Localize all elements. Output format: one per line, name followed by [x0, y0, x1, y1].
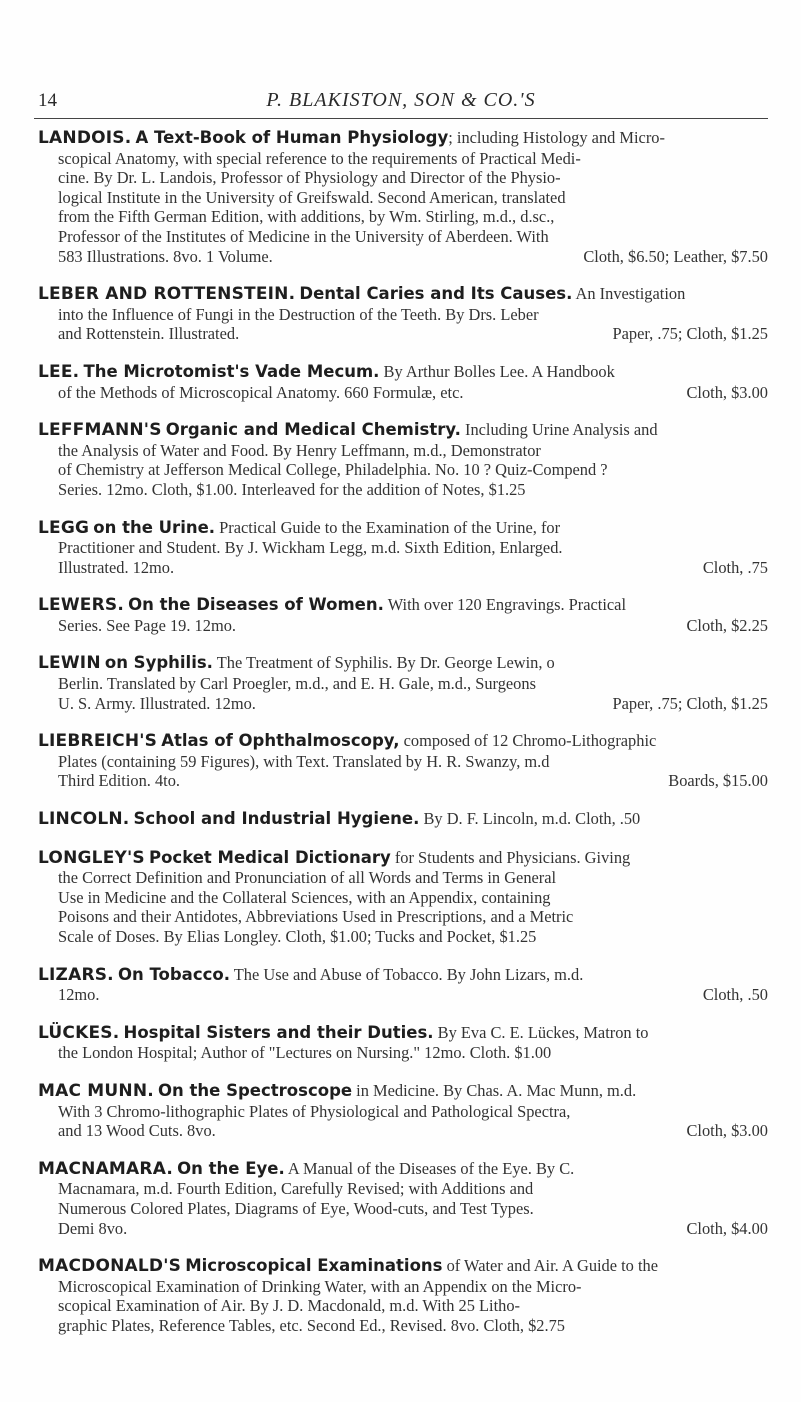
entry-first-line [38, 595, 768, 616]
entry-text: By D. F. Lincoln, m.d. Cloth, .50 [419, 809, 641, 829]
entry-text: With over 120 Engravings. Practical [383, 595, 627, 615]
entry-price-line [38, 247, 768, 267]
entry-text: A Manual of the Diseases of the Eye. By C. [284, 1158, 575, 1178]
entry-first-line [38, 848, 768, 869]
entry-first-line [38, 731, 768, 752]
catalog-entry [38, 362, 768, 402]
entry-format: of the Methods of Microscopical Anatomy. 660 Formulæ, etc. [58, 382, 464, 402]
entry-text-line: scopical Examination of Air. By J. D. Macdonald, m.d. With 25 Litho- [58, 1296, 521, 1316]
entry-author: LEGG [38, 517, 90, 538]
entry-text-line: the London Hospital; Author of "Lectures on Nursing." 12mo. Cloth. $1.00 [58, 1043, 552, 1063]
entry-first-line [38, 1081, 768, 1102]
entry-price-line [38, 694, 768, 714]
entry-author: LINCOLN. [38, 809, 130, 830]
entry-title: On the Eye. [177, 1158, 285, 1178]
entry-title: on the Urine. [93, 517, 216, 537]
entry-text-line: of Chemistry at Jefferson Medical College, Philadelphia. No. 10 ? Quiz-Compend ? [58, 460, 608, 480]
entry-author: LIEBREICH'S [38, 731, 158, 752]
entry-first-line [38, 128, 768, 149]
entry-text-line: logical Institute in the University of Greifswald. Second American, translated [58, 187, 566, 207]
entry-text-line: Series. 12mo. Cloth, $1.00. Interleaved for the addition of Notes, $1.25 [58, 479, 526, 499]
entry-text-line: graphic Plates, Reference Tables, etc. Second Ed., Revised. 8vo. Cloth, $2.75 [58, 1315, 565, 1335]
catalog-entry [38, 284, 768, 344]
entry-first-line [38, 518, 768, 539]
entry-text: The Treatment of Syphilis. By Dr. George Lewin, o [212, 653, 555, 673]
entry-first-line [38, 284, 768, 305]
entry-title: Pocket Medical Dictionary [148, 847, 391, 867]
catalog-entry [38, 128, 768, 266]
entry-title: Dental Caries and Its Causes. [299, 284, 573, 304]
catalog-entry [38, 809, 768, 830]
entry-title: On Tobacco. [117, 964, 230, 984]
entry-author: LANDOIS. [38, 128, 132, 148]
entry-text-line: Plates (containing 59 Figures), with Text. Translated by H. R. Swanzy, m.d [58, 751, 550, 771]
entry-author: LEFFMANN'S [38, 420, 162, 441]
entry-title: Microscopical Examinations [185, 1256, 443, 1276]
entry-author: MACNAMARA. [38, 1158, 174, 1179]
entry-text-line: into the Influence of Fungi in the Destruction of the Teeth. By Drs. Leber [58, 304, 539, 324]
entry-author: MACDONALD'S [38, 1256, 182, 1277]
catalog-entries [38, 128, 768, 1354]
entry-author: LEWERS. [38, 595, 125, 616]
catalog-entry [38, 965, 768, 1005]
entry-text: composed of 12 Chromo-Lithographic [399, 731, 657, 751]
entry-text: Practical Guide to the Examination of the Urine, for [215, 517, 561, 537]
entry-text: ; including Histology and Micro- [448, 128, 665, 147]
entry-text-line: Scale of Doses. By Elias Longley. Cloth, $1.00; Tucks and Pocket, $1.25 [58, 927, 537, 946]
catalog-entry [38, 1081, 768, 1141]
entry-first-line [38, 809, 768, 830]
entry-price: Cloth, $3.00 [686, 1121, 768, 1141]
page-number: 14 [38, 90, 57, 111]
entry-title: on Syphilis. [104, 653, 213, 673]
entry-text-line: Practitioner and Student. By J. Wickham Legg, m.d. Sixth Edition, Enlarged. [58, 538, 563, 558]
entry-format: Series. See Page 19. 12mo. [58, 615, 236, 635]
catalog-entry [38, 1159, 768, 1238]
entry-first-line [38, 1159, 768, 1180]
entry-price-line [38, 1219, 768, 1239]
entry-text-line: Macnamara, m.d. Fourth Edition, Carefully Revised; with Additions and [58, 1179, 534, 1199]
entry-price: Paper, .75; Cloth, $1.25 [612, 693, 768, 713]
entry-price: Cloth, $3.00 [686, 382, 768, 402]
catalog-entry [38, 518, 768, 578]
page-header [34, 84, 768, 120]
entry-format: Demi 8vo. [58, 1218, 128, 1238]
entry-author: LÜCKES. [38, 1022, 120, 1043]
entry-text: Including Urine Analysis and [460, 420, 658, 440]
entry-title: School and Industrial Hygiene. [133, 809, 420, 829]
entry-first-line [38, 362, 768, 383]
entry-text: for Students and Physicians. Giving [390, 847, 631, 867]
entry-first-line [38, 965, 768, 986]
entry-text-line: Microscopical Examination of Drinking Water, with an Appendix on the Micro- [58, 1276, 582, 1296]
entry-text-line: cine. By Dr. L. Landois, Professor of Physiology and Director of the Physio- [58, 168, 561, 188]
entry-text-line: the Correct Definition and Pronunciation of all Words and Terms in General [58, 868, 557, 888]
entry-text-line: the Analysis of Water and Food. By Henry Leffmann, m.d., Demonstrator [58, 440, 541, 460]
entry-price-line [38, 985, 768, 1005]
entry-text-line: scopical Anatomy, with special reference to the requirements of Practical Medi- [58, 148, 581, 168]
entry-author: MAC MUNN. [38, 1080, 154, 1101]
entry-format: Third Edition. 4to. [58, 771, 181, 791]
entry-price: Cloth, .50 [702, 985, 768, 1005]
entry-price: Paper, .75; Cloth, $1.25 [612, 324, 768, 344]
entry-first-line [38, 420, 768, 441]
entry-text: An Investigation [572, 284, 686, 304]
entry-price-line [38, 383, 768, 403]
entry-text: of Water and Air. A Guide to the [442, 1256, 659, 1276]
entry-text-line: Berlin. Translated by Carl Proegler, m.d., and E. H. Gale, m.d., Surgeons [58, 674, 536, 694]
entry-title: On the Spectroscope [158, 1080, 353, 1100]
entry-text-line: from the Fifth German Edition, with additions, by Wm. Stirling, m.d., d.sc., [58, 207, 555, 227]
entry-price: Cloth, .75 [702, 557, 768, 577]
entry-first-line [38, 1023, 768, 1044]
catalog-entry [38, 1256, 768, 1335]
entry-format: and 13 Wood Cuts. 8vo. [58, 1121, 216, 1141]
catalog-entry [38, 1023, 768, 1063]
entry-format: and Rottenstein. Illustrated. [58, 324, 240, 344]
entry-format: Illustrated. 12mo. [58, 557, 175, 577]
entry-price-line [38, 324, 768, 344]
entry-price: Cloth, $6.50; Leather, $7.50 [583, 246, 768, 266]
entry-format: U. S. Army. Illustrated. 12mo. [58, 693, 256, 713]
entry-price: Cloth, $2.25 [686, 615, 768, 635]
entry-text: in Medicine. By Chas. A. Mac Munn, m.d. [352, 1080, 637, 1100]
entry-price: Cloth, $4.00 [686, 1218, 768, 1238]
catalog-entry [38, 595, 768, 635]
entry-title: Hospital Sisters and their Duties. [123, 1022, 434, 1042]
entry-author: LIZARS. [38, 964, 114, 985]
entry-author: LEE. [38, 361, 80, 382]
catalog-entry [38, 848, 768, 947]
entry-first-line [38, 653, 768, 674]
catalog-entry [38, 653, 768, 713]
entry-title: Organic and Medical Chemistry. [165, 420, 461, 440]
entry-title: On the Diseases of Women. [128, 595, 384, 615]
entry-author: LEWIN [38, 653, 101, 674]
entry-text-line: Professor of the Institutes of Medicine in the University of Aberdeen. With [58, 226, 549, 246]
entry-price-line [38, 616, 768, 636]
entry-first-line [38, 1256, 768, 1277]
entry-price-line [38, 558, 768, 578]
entry-price-line [38, 1121, 768, 1141]
entry-text: By Arthur Bolles Lee. A Handbook [379, 361, 615, 381]
entry-author: LEBER AND ROTTENSTEIN. [38, 284, 296, 305]
entry-title: A Text-Book of Human Physiology [135, 128, 449, 147]
entry-text: The Use and Abuse of Tobacco. By John Lizars, m.d. [229, 964, 584, 984]
entry-text-line: Numerous Colored Plates, Diagrams of Eye, Wood-cuts, and Test Types. [58, 1198, 534, 1218]
catalog-entry [38, 731, 768, 791]
entry-author: LONGLEY'S [38, 847, 145, 868]
entry-price-line [38, 771, 768, 791]
entry-title: Atlas of Ophthalmoscopy, [161, 731, 400, 751]
entry-text-line: Poisons and their Antidotes, Abbreviations Used in Prescriptions, and a Metric [58, 907, 574, 927]
entry-text-line: With 3 Chromo-lithographic Plates of Physiological and Pathological Spectra, [58, 1101, 571, 1121]
entry-price: Boards, $15.00 [668, 771, 768, 791]
catalog-entry [38, 420, 768, 499]
header-rule [34, 118, 768, 119]
running-head: P. BLAKISTON, SON & CO.'S [266, 89, 536, 111]
entry-format: 12mo. [58, 985, 100, 1005]
entry-title: The Microtomist's Vade Mecum. [83, 361, 380, 381]
entry-format: 583 Illustrations. 8vo. 1 Volume. [58, 246, 273, 266]
entry-text: By Eva C. E. Lückes, Matron to [433, 1022, 649, 1042]
entry-text-line: Use in Medicine and the Collateral Sciences, with an Appendix, containing [58, 887, 551, 907]
